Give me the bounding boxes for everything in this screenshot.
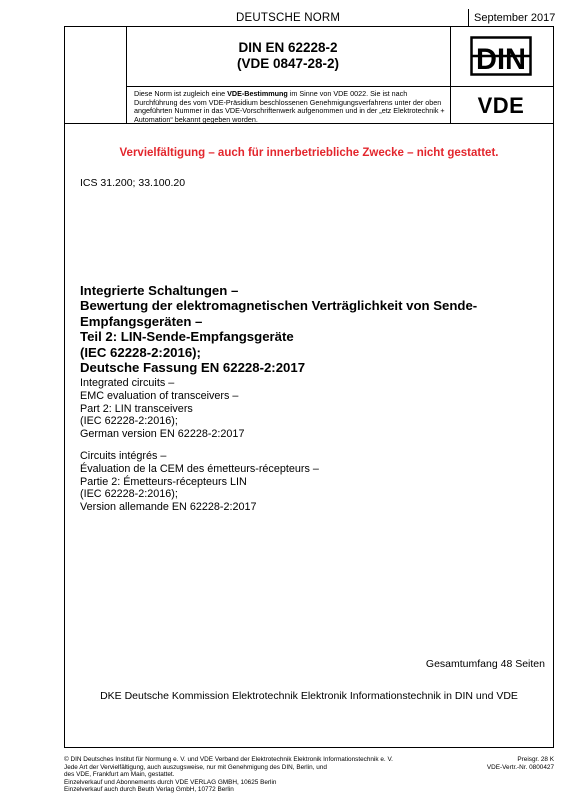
footer-line: © DIN Deutsches Institut für Normung e. V. und VDE Verband der Elektrotechnik Elektronik Informationstechnik e. V. xyxy=(64,756,393,763)
title-line: Integrierte Schaltungen – xyxy=(80,283,239,298)
title-line: Part 2: LIN transceivers xyxy=(80,402,193,415)
din-logo-text: DIN xyxy=(476,43,526,76)
title-french xyxy=(80,450,540,514)
dke-line: DKE Deutsche Kommission Elektrotechnik Elektronik Informationstechnik in DIN und VDE xyxy=(100,690,518,702)
footer-copyright xyxy=(64,756,434,794)
header-date: September 2017 xyxy=(474,12,556,24)
din-logo xyxy=(470,36,532,76)
standard-number-vde: (VDE 0847-28-2) xyxy=(236,56,340,71)
title-line: (IEC 62228-2:2016); xyxy=(80,415,178,428)
title-line: Partie 2: Émetteurs-récepteurs LIN xyxy=(80,475,247,488)
frame-divider-right xyxy=(450,26,451,123)
title-line: Version allemande EN 62228-2:2017 xyxy=(80,501,257,514)
vde-logo: VDE xyxy=(477,93,525,118)
title-line: Évaluation de la CEM des émetteurs-récepteurs – xyxy=(80,462,319,475)
footer-line: des VDE, Frankfurt am Main, gestattet. xyxy=(64,771,175,779)
header-divider xyxy=(468,9,469,26)
standard-number-din: DIN EN 62228-2 xyxy=(238,40,338,55)
title-line: EMC evaluation of transceivers – xyxy=(80,389,239,402)
title-line: Empfangsgeräten – xyxy=(80,313,203,329)
title-line: Teil 2: LIN-Sende-Empfangsgeräte xyxy=(80,329,294,345)
standard-number xyxy=(126,40,450,72)
title-line: Circuits intégrés – xyxy=(80,450,167,462)
title-line: Integrated circuits – xyxy=(80,377,175,389)
footer-line: Jede Art der Vervielfältigung, auch auszugsweise, nur mit Genehmigung des DIN, Berlin, und xyxy=(64,763,327,771)
title-german xyxy=(80,283,540,375)
footer-price xyxy=(487,756,554,771)
header-title: DEUTSCHE NORM xyxy=(236,12,341,24)
title-line: (IEC 62228-2:2016); xyxy=(80,488,178,501)
price-group: Preisgr. 28 K xyxy=(517,756,554,763)
title-line: Bewertung der elektromagnetischen Verträglichkeit von Sende- xyxy=(80,298,478,314)
footer-line: Einzelverkauf und Abonnements durch VDE VERLAG GMBH, 10625 Berlin xyxy=(64,778,277,786)
title-line: Deutsche Fassung EN 62228-2:2017 xyxy=(80,360,306,376)
frame-divider-middle xyxy=(126,86,554,87)
footer-line: Einzelverkauf auch durch Beuth Verlag GmbH, 10772 Berlin xyxy=(64,786,234,794)
title-line: (IEC 62228-2:2016); xyxy=(80,344,201,360)
reproduction-notice: Vervielfältigung – auch für innerbetriebliche Zwecke – nicht gestattet. xyxy=(119,147,499,159)
title-line: German version EN 62228-2:2017 xyxy=(80,428,245,441)
vde-regulation-note: Diese Norm ist zugleich eine VDE-Bestimmung im Sinne von VDE 0022. Sie ist nach Durchführung des vom VDE-Präsidium beschlossenen Genehmigungsverfahrens unter der oben angeführten Nummer in das VDE-Vorschriftenwerk aufgenommen und in der „etz Elektrotechnik + Automation“ bekannt gegeben worden. xyxy=(134,89,445,124)
title-english xyxy=(80,377,540,441)
total-pages: Gesamtumfang 48 Seiten xyxy=(425,658,545,670)
vde-contract-number: VDE-Vertr.-Nr. 0800427 xyxy=(486,763,554,771)
ics-code: ICS 31.200; 33.100.20 xyxy=(80,177,186,189)
